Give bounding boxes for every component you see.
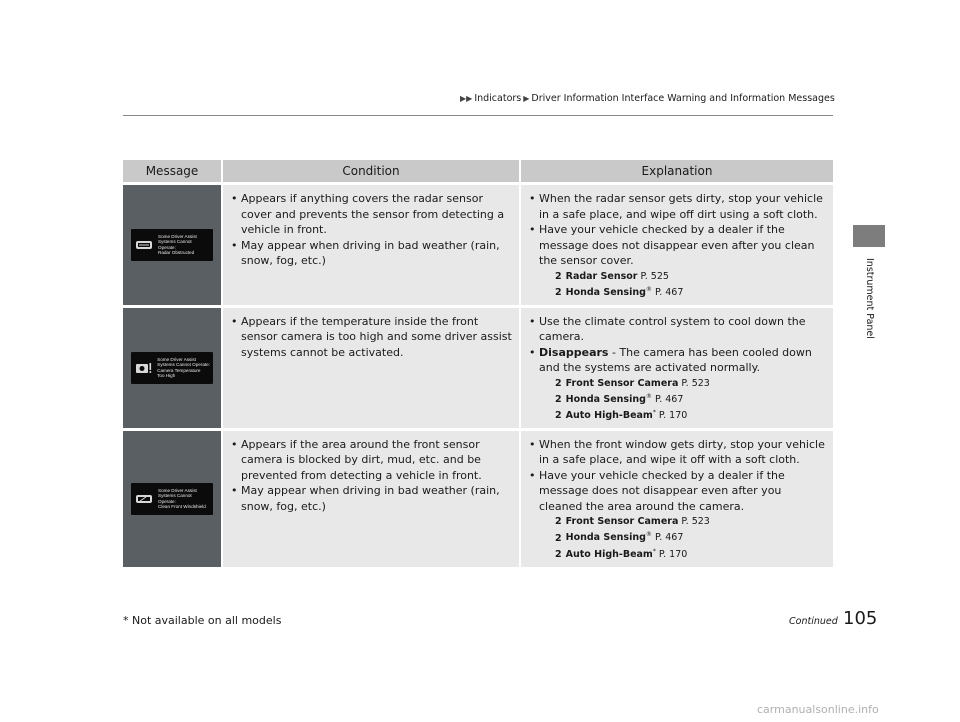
reference-arrow-icon: 2 [555, 532, 562, 544]
table-row [123, 308, 833, 428]
table-row [123, 185, 833, 305]
condition-cell [223, 185, 521, 305]
breadcrumb-section[interactable]: Driver Information Interface Warning and Information Messages [531, 93, 835, 104]
section-tab [853, 225, 885, 247]
header-message: Message [123, 160, 223, 182]
radar-icon [134, 238, 154, 252]
breadcrumb [460, 93, 860, 104]
explanation-item: • Disappears - The camera has been cooled down and the systems are activated normally. [527, 345, 827, 376]
explanation-cell [521, 308, 833, 428]
display-line: Too High [157, 373, 176, 379]
message-display [131, 483, 213, 515]
condition-item: • Appears if anything covers the radar sensor cover and prevents the sensor from detecting a vehicle in front. [229, 191, 513, 238]
reference-arrow-icon: 2 [555, 286, 562, 298]
display-line: Some Driver Assist [158, 488, 197, 494]
reference-link[interactable]: 2 Radar Sensor P. 525 [555, 270, 669, 282]
header-explanation: Explanation [521, 160, 833, 182]
message-image-cell [123, 308, 223, 428]
triangle-icon: ▶ [523, 94, 530, 103]
page-number: 105 [843, 608, 878, 629]
explanation-item: • When the front window gets dirty, stop your vehicle in a safe place, and wipe it off with a soft cloth. [527, 437, 827, 468]
reference-link[interactable]: 2 Honda Sensing® P. 467 [555, 392, 684, 405]
condition-item: • May appear when driving in bad weather (rain, snow, fog, etc.) [229, 483, 513, 514]
reference-arrow-icon: 2 [555, 548, 562, 560]
explanation-item: • Have your vehicle checked by a dealer if the message does not disappear even after you clean the sensor cover. [527, 222, 827, 269]
message-table [123, 157, 833, 570]
explanation-item: • Use the climate control system to cool down the camera. [527, 314, 827, 345]
reference-link[interactable]: 2 Auto High-Beam* P. 170 [555, 547, 688, 560]
message-image-cell [123, 431, 223, 567]
condition-cell [223, 308, 521, 428]
explanation-item: • When the radar sensor gets dirty, stop your vehicle in a safe place, and wipe off dirt using a soft cloth. [527, 191, 827, 222]
camera-icon [134, 361, 153, 375]
reference-arrow-icon: 2 [555, 409, 562, 421]
display-line: Some Driver Assist [157, 357, 196, 362]
windshield-icon [134, 492, 154, 506]
display-line: Clean Front Windshield [158, 504, 206, 510]
display-line: Radar Obstructed [158, 250, 195, 256]
reference-link[interactable]: 2 Front Sensor Camera P. 523 [555, 516, 710, 528]
message-display [131, 229, 213, 261]
explanation-cell [521, 431, 833, 567]
display-line: Some Driver Assist [158, 234, 197, 240]
explanation-item: • Have your vehicle checked by a dealer if the message does not disappear even after you cleaned the area around the camera. [527, 468, 827, 515]
reference-arrow-icon: 2 [555, 270, 562, 282]
continued-label: Continued [789, 616, 838, 627]
display-line: Systems Cannot [158, 493, 192, 499]
display-line: Camera Temperature [157, 367, 201, 373]
condition-item: • May appear when driving in bad weather (rain, snow, fog, etc.) [229, 238, 513, 269]
reference-link[interactable]: 2 Honda Sensing® P. 467 [555, 531, 684, 544]
breadcrumb-indicators[interactable]: Indicators [474, 93, 522, 104]
footnote: * Not available on all models [123, 614, 282, 627]
header-condition: Condition [223, 160, 521, 182]
triangle-icon: ▶▶ [460, 94, 473, 103]
reference-arrow-icon: 2 [555, 393, 562, 405]
header-rule [123, 115, 833, 116]
display-line: Operate: [158, 498, 176, 504]
reference-link[interactable]: 2 Auto High-Beam* P. 170 [555, 408, 688, 421]
watermark: carmanualsonline.info [757, 703, 879, 716]
display-line: Systems Cannot [158, 239, 192, 245]
condition-item: • Appears if the temperature inside the front sensor camera is too high and some driver assist systems cannot be activated. [229, 314, 513, 361]
condition-item: • Appears if the area around the front sensor camera is blocked by dirt, mud, etc. and be prevented from detecting a vehicle in front. [229, 437, 513, 484]
reference-link[interactable]: 2 Honda Sensing® P. 467 [555, 285, 684, 298]
display-line: Operate: [158, 244, 176, 250]
reference-arrow-icon: 2 [555, 377, 562, 389]
reference-arrow-icon: 2 [555, 516, 562, 528]
condition-cell [223, 431, 521, 567]
display-line: Systems Cannot Operate: [157, 362, 210, 368]
table-row [123, 431, 833, 567]
reference-link[interactable]: 2 Front Sensor Camera P. 523 [555, 377, 710, 389]
message-display [131, 352, 213, 384]
section-label: Instrument Panel [864, 258, 875, 339]
explanation-cell [521, 185, 833, 305]
message-image-cell [123, 185, 223, 305]
